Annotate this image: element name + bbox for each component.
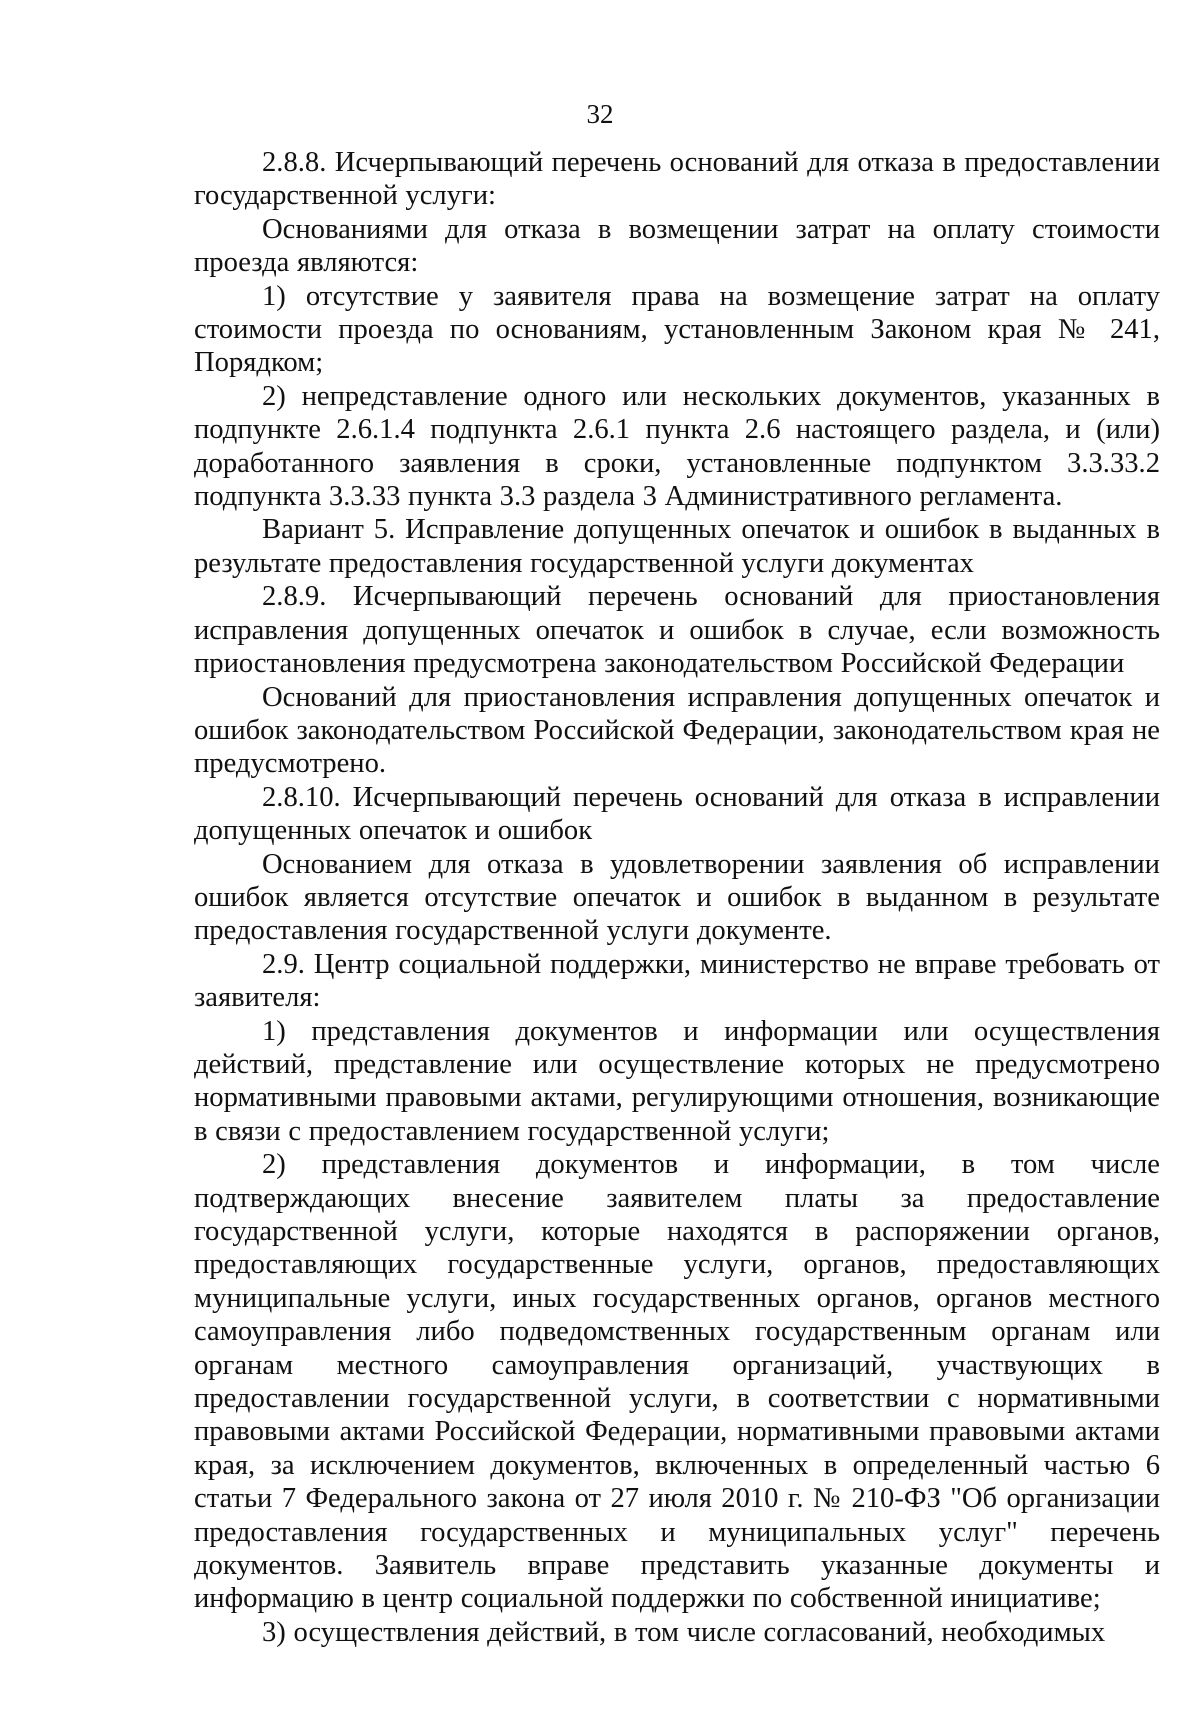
list-item-2-9-3: 3) осуществления действий, в том числе согласований, необходимых bbox=[262, 1616, 1106, 1648]
variant-5-heading: Вариант 5. Исправление допущенных опечаток и ошибок в выданных в результате предоставления государственной услуги документах bbox=[194, 514, 1160, 579]
list-item-2-9-2: 2) представления документов и информации, в том числе подтверждающих внесение заявителем платы за предоставление государственной услуги, которые находятся в распоряжении органов, предоставляющих государственные услуги, органов, предоставляющих муниципальные услуги, иных государственных органов, органов местного самоуправления либо подведомственных государственным органам или органам местного самоуправления организаций, участвующих в предоставлении государственной услуги, в соответствии с нормативными правовыми актами Российской Федерации, нормативными правовыми актами края, за исключением документов, включенных в определенный частью 6 статьи 7 Федерального закона от 27 июля 2010 г. № 210-ФЗ "Об организации предоставления государственных и муниципальных услуг" перечень документов. Заявитель вправе представить указанные документы и информацию в центр социальной поддержки по собственной инициативе; bbox=[194, 1149, 1160, 1615]
paragraph-2-9: 2.9. Центр социальной поддержки, министерство не вправе требовать от заявителя: bbox=[194, 948, 1160, 1014]
list-item-1: 1) отсутствие у заявителя права на возмещение затрат на оплату стоимости проезда по основаниям, установленным Законом края № 241, Порядком; bbox=[194, 280, 1160, 379]
paragraph-2-8-8: 2.8.8. Исчерпывающий перечень оснований для отказа в предоставлении государственной услуги: bbox=[194, 147, 1160, 212]
paragraph-suspension-grounds: Оснований для приостановления исправления допущенных опечаток и ошибок законодательством Российской Федерации, законодательством края не предусмотрено. bbox=[194, 681, 1160, 780]
page-body bbox=[194, 146, 1160, 1649]
paragraph-2-8-10: 2.8.10. Исчерпывающий перечень оснований для отказа в исправлении допущенных опечаток и ошибок bbox=[194, 781, 1160, 847]
paragraph-2-8-9: 2.8.9. Исчерпывающий перечень оснований для приостановления исправления допущенных опечаток и ошибок в случае, если возможность приостановления предусмотрена законодательством Российской Федерации bbox=[194, 581, 1160, 680]
list-item-2-9-1: 1) представления документов и информации или осуществления действий, представление или осуществление которых не предусмотрено нормативными правовыми актами, регулирующими отношения, возникающие в связи с предоставлением государственной услуги; bbox=[194, 1015, 1160, 1147]
paragraph-correction-refusal: Основанием для отказа в удовлетворении заявления об исправлении ошибок является отсутствие опечаток и ошибок в выданном в результате предоставления государственной услуги документе. bbox=[194, 848, 1160, 947]
page-number: 32 bbox=[586, 99, 614, 129]
list-item-2: 2) непредставление одного или нескольких документов, указанных в подпункте 2.6.1.4 подпункта 2.6.1 пункта 2.6 настоящего раздела, и (или) доработанного заявления в сроки, установленные подпунктом 3.3.33.2 подпункта 3.3.33 пункта 3.3 раздела 3 Административного регламента. bbox=[194, 380, 1160, 513]
paragraph-refusal-grounds: Основаниями для отказа в возмещении затрат на оплату стоимости проезда являются: bbox=[194, 213, 1160, 279]
